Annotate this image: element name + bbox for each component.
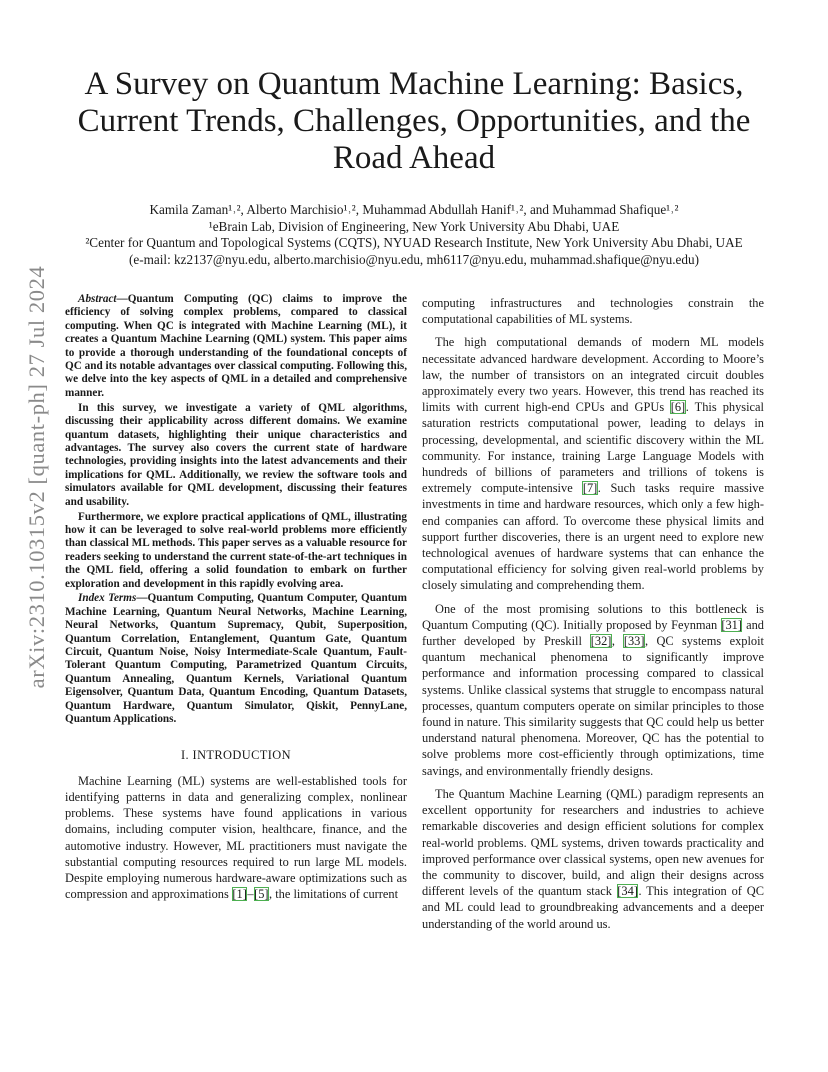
right-column xyxy=(422,295,764,932)
index-terms: Index Terms—Quantum Computing, Quantum Computer, Quantum Machine Learning, Quantum Neural Networks, Machine Learning, Neural Networks, Quantum Supremacy, Qubit, Superposition, Quantum Correlation, Entanglement, Quantum Gate, Quantum Circuit, Quantum Noise, Noisy Intermediate-Scale Quantum, Fault-Tolerant Quantum Computing, Parametrized Quantum Circuits, Quantum Annealing, Quantum Kernels, Variational Quantum Eigensolver, Quantum Data, Quantum Encoding, Quantum Datasets, Quantum Hardware, Quantum Simulator, Qiskit, PennyLane, Quantum Applications. xyxy=(65,592,407,726)
abstract-paragraph-3: Furthermore, we explore practical applications of QML, illustrating how it can be leveraged to solve real-world problems more efficiently than classical ML methods. This paper serves as a valuable resource for readers seeking to understand the current state-of-the-art techniques in the QML field, offering a solid foundation to embark on further exploration and development in this rapidly evolving area. xyxy=(65,510,407,590)
author-block xyxy=(40,202,788,268)
citation-link[interactable]: [5] xyxy=(254,887,269,902)
intro-paragraph-1-continued: computing infrastructures and technologies constrain the computational capabilities of ML systems. xyxy=(422,296,764,327)
citation-link[interactable]: [34] xyxy=(617,884,638,899)
index-terms-label: Index Terms xyxy=(78,592,137,605)
arxiv-stamp xyxy=(23,265,51,689)
citation-link[interactable]: [33] xyxy=(623,634,645,649)
section-heading-introduction: I. INTRODUCTION xyxy=(181,747,291,762)
citation-link[interactable]: [1] xyxy=(232,887,247,902)
intro-paragraph-1: Machine Learning (ML) systems are well-established tools for identifying patterns in data and generalizing complex, nonlinear problems. These systems have found applications in various domains, including computer vision, healthcare, finance, and the automotive industry. However, ML practitioners must navigate the substantial computing resources required to run large ML models. Despite employing numerous hardware-aware optimizations such as compression and approximations [1]–[5], the limitations of current xyxy=(65,773,407,902)
citation-link[interactable]: [31] xyxy=(721,617,742,632)
author-list: Kamila Zaman¹˒², Alberto Marchisio¹˒², Muhammad Abdullah Hanif¹˒², and Muhammad Shafique¹˒² xyxy=(149,202,679,217)
intro-paragraph-2: The high computational demands of modern ML models necessitate advanced hardware development. According to Moore’s law, the number of transistors on an integrated circuit doubles approximately every two years. However, this trend has reached its limits with current high-end CPUs and GPUs [6]. This physical saturation restricts computational power, leading to delays in processing, developmental, and scientific discovery within the ML community. For instance, training Large Language Models with hundreds of billions of parameters and trillions of tokens is extremely compute-intensive [7]. Such tasks require massive investments in time and hardware resources, which only a few high-end companies can afford. To overcome these physical limits and support further discoveries, there is an urgent need to explore new technological avenues of hardware systems that can enhance the computational efficiency for solving given real-world problems by closely simulating and comprehending them. xyxy=(422,335,765,593)
arxiv-stamp-text: arXiv:2310.10315v2 [quant-ph] 27 Jul 2024 xyxy=(24,265,49,689)
affiliation-1: ¹eBrain Lab, Division of Engineering, New York University Abu Dhabi, UAE xyxy=(208,218,620,234)
intro-paragraph-3: One of the most promising solutions to this bottleneck is Quantum Computing (QC). Initially proposed by Feynman [31] and further developed by Preskill [32], [33], QC systems exploit quantum mechanical phenomena to significantly improve performance and information processing compared to classical systems. Unlike classical systems that struggle to encompass natural processes, quantum computers operate on similar principles to those found in nature. This similarity suggests that QC could help us better understand natural phenomena. Moreover, QC has the potential to solve problems more cost-efficiently through optimizations, time savings, and environmentally friendly designs. xyxy=(422,601,764,778)
paper-title: A Survey on Quantum Machine Learning: Basics, Current Trends, Challenges, Opportunities, and the Road Ahead xyxy=(77,66,751,176)
abstract-paragraph-1: Abstract—Quantum Computing (QC) claims to improve the efficiency of solving complex problems, compared to classical computing. When QC is integrated with Machine Learning (ML), it creates a Quantum Machine Learning (QML) system. This paper aims to provide a thorough understanding of the foundational concepts of QC and its notable advantages over classical computing. Following this, we delve into the key aspects of QML in a detailed and comprehensive manner. xyxy=(65,293,407,399)
citation-link[interactable]: [6] xyxy=(670,400,686,415)
left-column xyxy=(65,293,407,902)
citation-link[interactable]: [32] xyxy=(590,634,612,649)
abstract-paragraph-2: In this survey, we investigate a variety of QML algorithms, discussing their applicability across different domains. We examine quantum datasets, highlighting their unique characteristics and advantages. The survey also covers the current state of hardware technologies, providing insights into the latest advancements and their implications for QML. Additionally, we review the software tools and simulators available for QML development, discussing their features and usability. xyxy=(65,401,407,508)
citation-link[interactable]: [7] xyxy=(582,481,598,496)
abstract xyxy=(65,293,407,727)
intro-paragraph-4: The Quantum Machine Learning (QML) paradigm represents an excellent opportunity for researchers and industries to achieve remarkable discoveries and design efficient solutions for complex real-world problems. QML systems, driven towards practicality and improved performance over classical systems, open new avenues for the community to discover, build, and align their designs across different levels of the quantum stack [34]. This integration of QC and ML could lead to groundbreaking advancements and a deeper understanding of the world around us. xyxy=(422,786,764,931)
affiliation-2: ²Center for Quantum and Topological Systems (CQTS), NYUAD Research Institute, New York University Abu Dhabi, UAE xyxy=(85,235,743,250)
abstract-label: Abstract xyxy=(78,293,117,305)
author-emails: (e-mail: kz2137@nyu.edu, alberto.marchisio@nyu.edu, mh6117@nyu.edu, muhammad.shafique@nyu.edu) xyxy=(129,251,699,267)
